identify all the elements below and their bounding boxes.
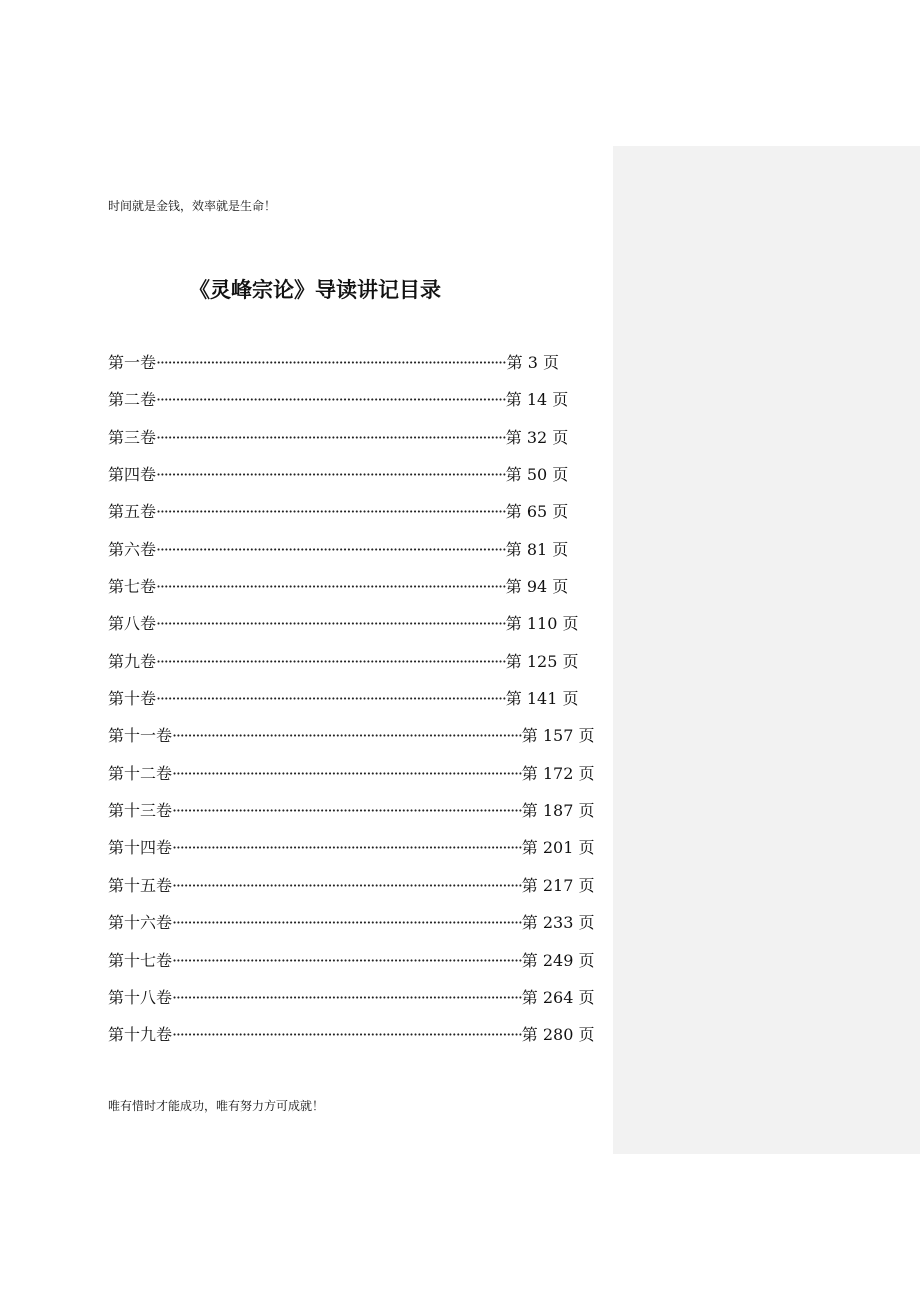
toc-entry-label: 第十五卷 (108, 875, 173, 895)
toc-entry[interactable] (108, 909, 595, 946)
dot-leader: ·························································································· (172, 875, 522, 895)
dot-leader: ·························································································· (156, 577, 506, 597)
toc-entry-label: 第十二卷 (108, 763, 173, 783)
dot-leader: ·························································································· (172, 987, 522, 1007)
toc-entry[interactable] (108, 648, 579, 685)
toc-entry-label: 第三卷 (108, 427, 157, 447)
toc-entry[interactable] (108, 610, 579, 647)
toc-entry-page: 第 50 页 (505, 465, 569, 485)
toc-entry[interactable] (108, 797, 595, 834)
toc-entry-label: 第四卷 (108, 465, 157, 485)
toc-entry-page: 第 65 页 (505, 502, 569, 522)
toc-entry-label: 第十七卷 (108, 950, 173, 970)
dot-leader: ·························································································· (156, 502, 506, 522)
toc-entry-label: 第十四卷 (108, 838, 173, 858)
comment-margin-pane (613, 146, 920, 1154)
toc-entry-label: 第十三卷 (108, 801, 173, 821)
toc-entry-label: 第七卷 (108, 577, 157, 597)
dot-leader: ·························································································· (172, 801, 522, 821)
dot-leader: ·························································································· (156, 651, 506, 671)
dot-leader: ·························································································· (172, 838, 522, 858)
dot-leader: ·························································································· (172, 913, 522, 933)
toc-entry-label: 第十九卷 (108, 1025, 173, 1045)
dot-leader: ·························································································· (156, 353, 506, 372)
dot-leader: ·························································································· (156, 614, 506, 634)
toc-entry-label: 第九卷 (108, 651, 157, 671)
toc-entry-label: 第十八卷 (108, 987, 173, 1007)
toc-entry-page: 第 157 页 (521, 726, 595, 746)
toc-entry-page: 第 141 页 (505, 689, 579, 709)
dot-leader: ·························································································· (172, 1025, 522, 1045)
toc-entry[interactable] (108, 722, 595, 759)
toc-entry[interactable] (108, 1021, 595, 1058)
toc-entry-page: 第 14 页 (505, 390, 569, 410)
dot-leader: ·························································································· (156, 390, 506, 410)
toc-entry-page: 第 264 页 (521, 987, 595, 1007)
toc-entry-label: 第五卷 (108, 502, 157, 522)
toc-entry[interactable] (108, 424, 569, 461)
toc-entry-page: 第 110 页 (505, 614, 579, 634)
dot-leader: ·························································································· (156, 465, 506, 485)
dot-leader: ·························································································· (156, 689, 506, 709)
document-title: 《灵峰宗论》导读讲记目录 (189, 278, 441, 302)
toc-entry[interactable] (108, 573, 569, 610)
toc-entry[interactable] (108, 834, 595, 871)
toc-entry-page: 第 81 页 (505, 539, 569, 559)
toc-entry-page: 第 201 页 (521, 838, 595, 858)
dot-leader: ·························································································· (172, 950, 522, 970)
toc-entry-page: 第 94 页 (505, 577, 569, 597)
toc-entry[interactable] (108, 685, 579, 722)
toc-entry-label: 第十六卷 (108, 913, 173, 933)
toc-entry[interactable] (108, 461, 569, 498)
table-of-contents (108, 349, 595, 1059)
dot-leader: ·························································································· (172, 763, 522, 783)
dot-leader: ·························································································· (156, 539, 506, 559)
toc-entry[interactable] (108, 536, 569, 573)
dot-leader: ·························································································· (156, 427, 506, 447)
toc-entry[interactable] (108, 872, 595, 909)
header-motto: 时间就是金钱，效率就是生命！ (108, 199, 277, 213)
toc-entry-label: 第八卷 (108, 614, 157, 634)
dot-leader: ·························································································· (172, 726, 522, 746)
toc-entry[interactable] (108, 498, 569, 535)
toc-entry[interactable] (108, 349, 559, 386)
toc-entry-label: 第十卷 (108, 689, 157, 709)
toc-entry[interactable] (108, 984, 595, 1021)
toc-entry-page: 第 187 页 (521, 801, 595, 821)
toc-entry-page: 第 32 页 (505, 427, 569, 447)
toc-entry-page: 第 217 页 (521, 875, 595, 895)
toc-entry-page: 第 249 页 (521, 950, 595, 970)
toc-entry-label: 第一卷 (108, 353, 157, 372)
toc-entry[interactable] (108, 947, 595, 984)
toc-entry[interactable] (108, 386, 569, 423)
toc-entry[interactable] (108, 760, 595, 797)
toc-entry-label: 第六卷 (108, 539, 157, 559)
toc-entry-label: 第十一卷 (108, 726, 173, 746)
toc-entry-label: 第二卷 (108, 390, 157, 410)
toc-entry-page: 第 125 页 (505, 651, 579, 671)
footer-motto: 唯有惜时才能成功，唯有努力方可成就！ (108, 1099, 325, 1113)
toc-entry-page: 第 233 页 (521, 913, 595, 933)
toc-entry-page: 第 3 页 (506, 353, 559, 372)
toc-entry-page: 第 280 页 (521, 1025, 595, 1045)
toc-entry-page: 第 172 页 (521, 763, 595, 783)
